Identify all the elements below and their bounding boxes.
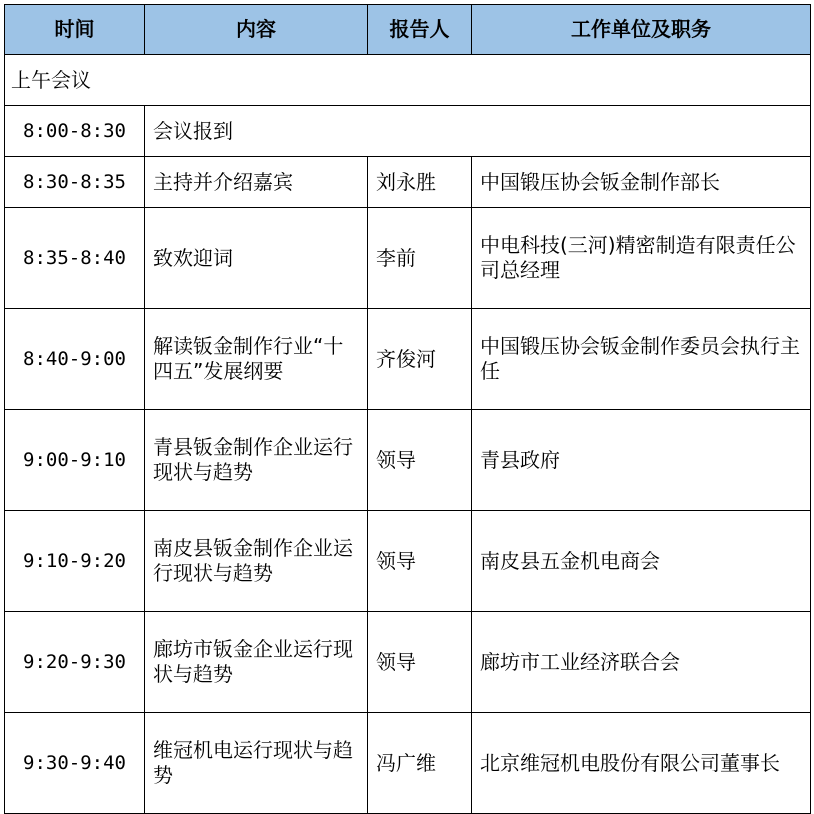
speaker-cell: 领导: [368, 612, 472, 713]
table-row: [5, 511, 811, 612]
org-cell: 南皮县五金机电商会: [472, 511, 811, 612]
speaker-cell: 刘永胜: [368, 157, 472, 208]
speaker-cell: 李前: [368, 208, 472, 309]
agenda-table: [4, 4, 811, 814]
speaker-cell: 领导: [368, 410, 472, 511]
time-cell: 8:00-8:30: [5, 106, 145, 157]
org-cell: 中国锻压协会钣金制作部长: [472, 157, 811, 208]
section-title: 上午会议: [5, 55, 811, 106]
org-cell: 青县政府: [472, 410, 811, 511]
table-row: [5, 612, 811, 713]
time-cell: 8:40-9:00: [5, 309, 145, 410]
time-cell: 8:30-8:35: [5, 157, 145, 208]
table-row: [5, 157, 811, 208]
content-cell: 南皮县钣金制作企业运行现状与趋势: [145, 511, 368, 612]
table-row: [5, 713, 811, 814]
table-row: [5, 208, 811, 309]
org-cell: 中国锻压协会钣金制作委员会执行主任: [472, 309, 811, 410]
org-cell: 北京维冠机电股份有限公司董事长: [472, 713, 811, 814]
content-cell: 会议报到: [145, 106, 811, 157]
table-row: [5, 106, 811, 157]
content-cell: 维冠机电运行现状与趋势: [145, 713, 368, 814]
header-speaker: 报告人: [368, 5, 472, 55]
time-cell: 9:10-9:20: [5, 511, 145, 612]
section-row: [5, 55, 811, 106]
content-cell: 致欢迎词: [145, 208, 368, 309]
content-cell: 解读钣金制作行业“十四五”发展纲要: [145, 309, 368, 410]
header-org: 工作单位及职务: [472, 5, 811, 55]
header-row: [5, 5, 811, 55]
header-time: 时间: [5, 5, 145, 55]
time-cell: 9:20-9:30: [5, 612, 145, 713]
content-cell: 主持并介绍嘉宾: [145, 157, 368, 208]
table-row: [5, 309, 811, 410]
content-cell: 廊坊市钣金企业运行现状与趋势: [145, 612, 368, 713]
speaker-cell: 领导: [368, 511, 472, 612]
org-cell: 中电科技(三河)精密制造有限责任公司总经理: [472, 208, 811, 309]
time-cell: 9:00-9:10: [5, 410, 145, 511]
header-content: 内容: [145, 5, 368, 55]
speaker-cell: 冯广维: [368, 713, 472, 814]
content-cell: 青县钣金制作企业运行现状与趋势: [145, 410, 368, 511]
org-cell: 廊坊市工业经济联合会: [472, 612, 811, 713]
time-cell: 8:35-8:40: [5, 208, 145, 309]
speaker-cell: 齐俊河: [368, 309, 472, 410]
table-row: [5, 410, 811, 511]
time-cell: 9:30-9:40: [5, 713, 145, 814]
